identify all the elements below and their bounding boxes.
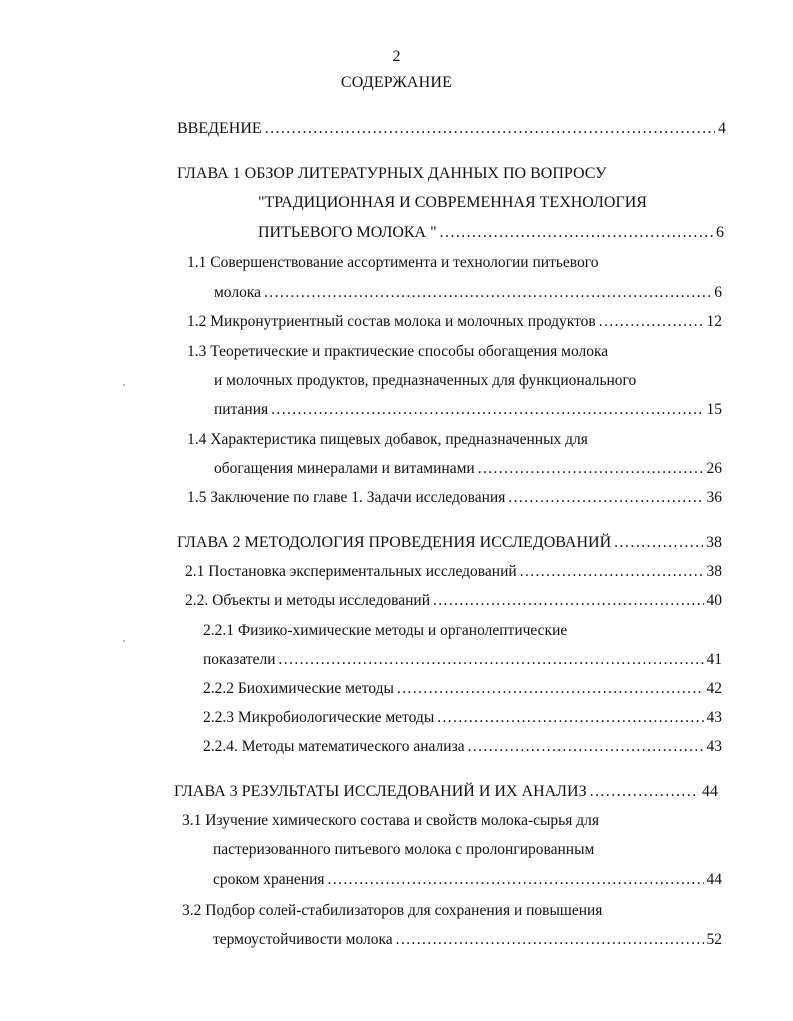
leader-dots	[271, 400, 703, 420]
leader-dots	[520, 562, 704, 582]
entry-page: 40	[706, 592, 722, 609]
entry-page: 36	[706, 489, 722, 506]
toc-entry-chapter-3	[174, 782, 718, 802]
entry-page: 12	[706, 313, 722, 330]
entry-title: ГЛАВА 3 РЕЗУЛЬТАТЫ ИССЛЕДОВАНИЙ И ИХ АНАЛИЗ	[174, 783, 587, 800]
entry-page: 6	[716, 224, 724, 241]
leader-dots	[264, 283, 711, 303]
leader-dots	[437, 708, 703, 728]
entry-page: 41	[706, 651, 722, 668]
entry-title: 2.2.4. Методы математического анализа	[203, 738, 465, 755]
section-3-1-line-2: пастеризованного питьевого молока с пролонгированным	[213, 841, 595, 858]
section-3-2-line-1: 3.2 Подбор солей-стабилизаторов для сохранения и повышения	[182, 902, 603, 919]
scan-speck	[123, 640, 125, 642]
leader-dots	[279, 650, 704, 670]
page-number: 2	[392, 48, 401, 65]
toc-entry-2-2	[185, 591, 722, 611]
section-1-1-line-1: 1.1 Совершенствование ассортимента и технологии питьевого	[187, 254, 599, 271]
entry-title: ВВЕДЕНИЕ	[177, 120, 262, 137]
toc-entry-2-2-2	[203, 679, 722, 699]
section-2-2-1-line-1: 2.2.1 Физико-химические методы и органолептические	[203, 622, 568, 639]
leader-dots	[478, 459, 704, 479]
entry-title: 1.2 Микронутриентный состав молока и молочных продуктов	[187, 313, 596, 330]
entry-title: 2.2.2 Биохимические методы	[203, 680, 394, 697]
toc-entry-chapter-2	[177, 533, 722, 553]
section-1-3-line-1: 1.3 Теоретические и практические способы обогащения молока	[187, 343, 609, 360]
leader-dots	[328, 870, 704, 890]
toc-entry-2-2-4	[203, 737, 722, 757]
entry-page: 38	[706, 563, 722, 580]
leader-dots	[433, 591, 704, 611]
toc-entry-introduction	[177, 119, 726, 139]
leader-dots	[508, 488, 703, 508]
leader-dots	[599, 312, 704, 332]
toc-entry-1-3	[214, 400, 722, 420]
section-3-1-line-1: 3.1 Изучение химического состава и свойств молока-сырья для	[182, 812, 599, 829]
entry-page: 4	[718, 120, 726, 137]
entry-title: обогащения минералами и витаминами	[214, 460, 475, 477]
leader-dots	[265, 119, 715, 139]
entry-page: 6	[714, 284, 722, 301]
toc-entry-3-2	[213, 930, 722, 950]
toc-entry-2-2-1	[203, 650, 722, 670]
entry-title: 1.5 Заключение по главе 1. Задачи исследования	[187, 489, 506, 506]
toc-title: СОДЕРЖАНИЕ	[340, 74, 453, 91]
leader-dots	[440, 223, 713, 243]
entry-page: 26	[706, 460, 722, 477]
entry-page: 44	[706, 871, 722, 888]
entry-page: 42	[706, 680, 722, 697]
entry-title: питания	[214, 401, 269, 418]
toc-entry-1-5	[187, 488, 722, 508]
section-1-4-line-1: 1.4 Характеристика пищевых добавок, предназначенных для	[187, 431, 588, 448]
toc-entry-1-4	[214, 459, 722, 479]
toc-entry-1-1	[214, 283, 722, 303]
entry-title: сроком хранения	[213, 871, 325, 888]
section-1-3-line-2: и молочных продуктов, предназначенных для функционального	[214, 372, 637, 389]
toc-entry-2-1	[185, 562, 722, 582]
entry-title: 2.2.3 Микробиологические методы	[203, 709, 435, 726]
entry-title: 2.1 Постановка экспериментальных исследований	[185, 563, 517, 580]
entry-page: 43	[706, 709, 722, 726]
entry-page: 15	[706, 401, 722, 418]
leader-dots	[468, 737, 704, 757]
leader-dots	[614, 533, 703, 553]
entry-title: молока	[214, 284, 262, 301]
entry-title: термоустойчивости молока	[213, 931, 393, 948]
scan-speck	[123, 384, 125, 386]
entry-title: 2.2. Объекты и методы исследований	[185, 592, 430, 609]
chapter-1-heading: ГЛАВА 1 ОБЗОР ЛИТЕРАТУРНЫХ ДАННЫХ ПО ВОПРОСУ	[177, 165, 607, 182]
entry-title: показатели	[203, 651, 276, 668]
toc-entry-3-1	[213, 870, 722, 890]
toc-entry-1-2	[187, 312, 722, 332]
chapter-1-heading-line-2: "ТРАДИЦИОННАЯ И СОВРЕМЕННАЯ ТЕХНОЛОГИЯ	[258, 194, 647, 211]
leader-dots	[590, 782, 699, 802]
toc-entry-2-2-3	[203, 708, 722, 728]
entry-page: 38	[706, 534, 722, 551]
leader-dots	[396, 930, 704, 950]
toc-entry-chapter-1	[258, 223, 724, 243]
leader-dots	[397, 679, 704, 699]
entry-page: 44	[702, 783, 718, 800]
entry-page: 43	[706, 738, 722, 755]
entry-page: 52	[706, 931, 722, 948]
entry-title: ГЛАВА 2 МЕТОДОЛОГИЯ ПРОВЕДЕНИЯ ИССЛЕДОВАНИЙ	[177, 534, 612, 551]
entry-title: ПИТЬЕВОГО МОЛОКА "	[258, 224, 437, 241]
